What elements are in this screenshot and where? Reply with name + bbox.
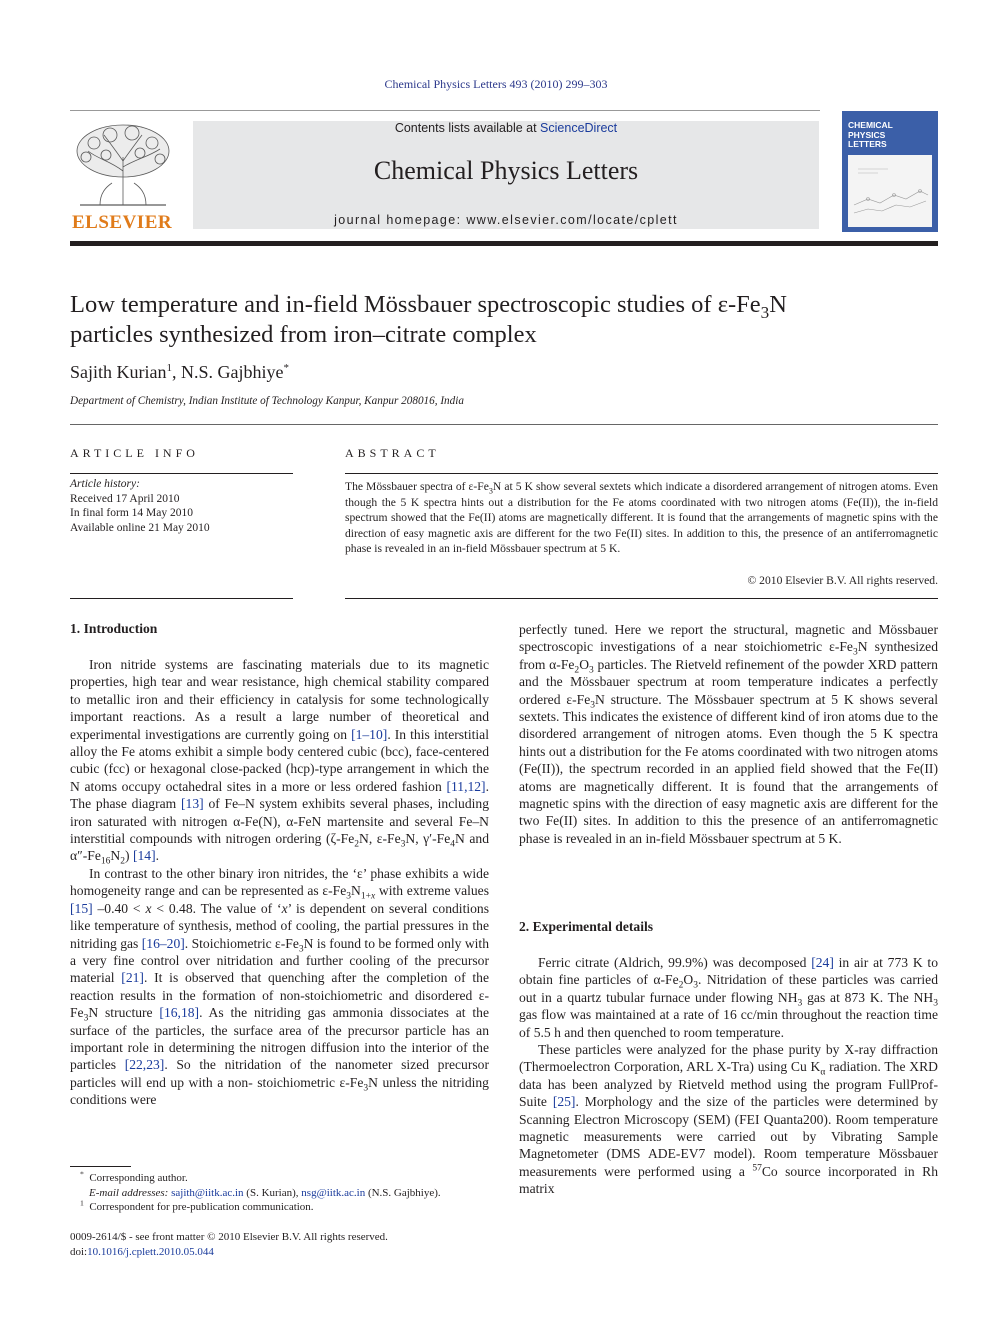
- doi-line: doi:10.1016/j.cplett.2010.05.044: [70, 1245, 214, 1258]
- header-rule: [70, 110, 820, 111]
- intro-paragraph-2: In contrast to the other binary iron nitrides, the ‘ε’ phase exhibits a wide homogeneity range and can be represented as $\varepsilon-Fe_3N_{1+x}$ with extreme values [15] –0.40 < x < 0.48. The value of ‘x’ is dependent on several conditions like temperature of synthesis, method of cooling, the partial pressures in the nitriding gas [16–20]. Stoichiometric $\varepsilon-Fe_3N$ is found to be formed only with a very fine control over nitridation and further cooling of the precursor material [21]. It is observed that quenching after the completion of the reaction results in the formation of non-stoichiometric and disordered $\varepsilon-Fe_3N$ structure [16,18]. As the nitriding gas ammonia dissociates at the surface of the particles, the surface area of the precursor particle has an important role in determining the nitrogen diffusion into the interior of the particles [22,23]. So the nitridation of the nanometer sized precursor particles will end up with a non- stoichiometric $\varepsilon-Fe_3N$ unless the nitriding conditions were: [70, 865, 490, 1108]
- abstract-heading: ABSTRACT: [345, 446, 440, 460]
- title-line-2: particles synthesized from iron–citrate complex: [70, 321, 537, 348]
- email-link-gajbhiye[interactable]: nsg@iitk.ac.in: [301, 1186, 366, 1199]
- experimental-heading: 2. Experimental details: [519, 919, 654, 934]
- elsevier-wordmark: ELSEVIER: [72, 212, 173, 233]
- header-thick-rule: [70, 241, 938, 246]
- elsevier-tree-icon: [70, 121, 176, 209]
- article-title: [70, 290, 930, 350]
- contents-line: [193, 121, 819, 135]
- online-date: Available online 21 May 2010: [70, 522, 210, 535]
- citation-link[interactable]: [25]: [552, 1094, 576, 1110]
- title-line-1: Low temperature and in-field Mössbauer spectroscopic studies of $\varepsilon-Fe_3N$: [70, 291, 787, 322]
- sciencedirect-link[interactable]: ScienceDirect: [540, 121, 618, 135]
- author-list: Sajith Kurian$^1$, N.S. Gajbhiye*: [70, 362, 289, 382]
- corresponding-mark[interactable]: *: [283, 362, 289, 374]
- citation-link[interactable]: [14]: [132, 848, 156, 864]
- intro-paragraph-3: perfectly tuned. Here we report the structural, magnetic and Mössbauer spectroscopic investigations of a near stoichiometric $\varepsilon-Fe_3N$ synthesized from $\alpha-Fe_2O_3$ particles. The Rietveld refinement of the powder XRD pattern and the Mössbauer spectrum at room temperature indicates a perfectly ordered $\varepsilon-Fe_3N$ structure. The Mössbauer spectrum at 5 K shows several sextets. This indicates the existence of different kind of iron atoms due to the disordered arrangement of nitrogen atoms. Even though the 5 K spectra hints out a distribution for the Fe atoms coordinated with two nitrogen atoms (Fe(II)), the spectrum recorded in an applied field showed that the Fe(II) atoms are magnetically different. It is found that the arrangements of magnetic spins with the direction of easy magnetic axis are different for the two Fe(II) sites. In addition to this the presence of an antiferromagnetic phase is revealed in an in-field Mössbauer spectrum at 5 K.: [519, 622, 938, 846]
- citation-link[interactable]: [16–20]: [141, 935, 185, 951]
- abstract-bottom-rule: [345, 598, 938, 599]
- cover-title: CHEMICAL PHYSICS LETTERS: [848, 120, 893, 149]
- article-info-rule: [70, 473, 293, 474]
- author-footnote-mark[interactable]: 1: [166, 362, 172, 374]
- article-info-bottom-rule: [70, 598, 293, 599]
- abstract-rule: [345, 473, 938, 474]
- pre-publication-footnote: $^1$ Correspondent for pre-publication communication.: [80, 1198, 314, 1214]
- citation-link[interactable]: [16,18]: [159, 1005, 200, 1021]
- contents-prefix: Contents lists available at: [394, 121, 541, 135]
- journal-cover-thumbnail[interactable]: [842, 111, 938, 232]
- experimental-text: [519, 954, 938, 1198]
- cover-image: [848, 155, 932, 227]
- history-label: Article history:: [70, 478, 140, 490]
- received-date: Received 17 April 2010: [70, 492, 180, 505]
- affiliation: Department of Chemistry, Indian Institute of Technology Kanpur, Kanpur 208016, India: [70, 395, 464, 407]
- journal-title: Chemical Physics Letters: [373, 156, 639, 185]
- elsevier-logo[interactable]: [70, 121, 176, 233]
- citation-link[interactable]: [1–10]: [351, 726, 388, 742]
- introduction-text-continued: [519, 621, 938, 847]
- citation-link[interactable]: [21]: [121, 970, 144, 986]
- abstract-body: The Mössbauer spectra of $\varepsilon-Fe_3N$ at 5 K show several sextets which indicate a disordered arrangement of nitrogen atoms. Even though the 5 K spectra hints out a distribution for the Fe atoms coordinated with two nitrogen atoms (Fe(II)), the in-field spectrum showed that the Fe(II) atoms are magnetically different. It is found that the arrangements of magnetic spins with the direction of easy magnetic axis are different for the two Fe(II) sites. In addition to this, the presence of an antiferromagnetic phase is revealed in an in-field Mössbauer spectrum at 5 K.: [345, 480, 938, 556]
- page-footer: [70, 1230, 490, 1259]
- citation-link[interactable]: [15]: [70, 900, 93, 916]
- citation-link[interactable]: [24]: [811, 955, 834, 970]
- title-divider: [70, 424, 938, 425]
- footnotes: [70, 1171, 489, 1215]
- issn-line: 0009-2614/$ - see front matter © 2010 Elsevier B.V. All rights reserved.: [70, 1231, 388, 1243]
- doi-link[interactable]: 10.1016/j.cplett.2010.05.044: [87, 1245, 214, 1258]
- article-history: [70, 477, 293, 536]
- cover-figure-icon: [848, 155, 932, 227]
- citation-link[interactable]: [11,12]: [446, 778, 486, 794]
- author-kurian[interactable]: Sajith Kurian: [70, 362, 167, 382]
- exp-paragraph-2: These particles were analyzed for the phase purity by X-ray diffraction (Thermoelectron Corporation, ARL X-Tra) using Cu $K_\alpha$ radiation. The XRD data has been analyzed by Rietveld method using the program FullProf-Suite [25]. Morphology and the size of the particles were determined by Scanning Electron Microscopy (SEM) (FEI Quanta200). Room temperature magnetic measurements were carried out by Vibrating Sample Magnetometer (DMS ADE-EV7 model). Room temperature Mössbauer measurements were performed using a $^{57}$Co source incorporated in Rh matrix: [519, 1042, 938, 1197]
- corresponding-footnote: * Corresponding author.: [80, 1169, 188, 1184]
- footnote-rule: [70, 1166, 131, 1167]
- introduction-text: [70, 656, 489, 1109]
- author-gajbhiye[interactable]: N.S. Gajbhiye: [181, 362, 284, 382]
- intro-paragraph-1: Iron nitride systems are fascinating materials due to its magnetic properties, high tear and wear resistance, high chemical stability compared to metallic iron and their efficiency in catalysis for some technologically important reactions. As a result a large number of theoretical and experimental investigations are currently going on [1–10]. In this interstitial alloy the Fe atoms exhibit a simple body centered cubic (bcc), face-centered cubic (fcc) or hexagonal close-packed (hcp)-type arrangement in which the N atoms occupy octahedral sites in a more or less ordered fashion [11,12]. The phase diagram [13] of Fe–N system exhibits several phases, including iron saturated with nitrogen α-Fe(N), α-FeN martensite and several Fe–N interstitial compounds with nitrogen ordering ($\zeta-Fe_2N$, $\varepsilon-Fe_3N$, $\gamma'-Fe_4N$ and $\alpha''-Fe_{16}N_2$) [14].: [70, 657, 490, 868]
- copyright-notice: © 2010 Elsevier B.V. All rights reserved.: [747, 574, 938, 587]
- citation-link[interactable]: [13]: [181, 796, 204, 812]
- journal-reference[interactable]: Chemical Physics Letters 493 (2010) 299–303: [384, 77, 608, 91]
- introduction-heading: 1. Introduction: [70, 621, 158, 636]
- email-link-kurian[interactable]: sajith@iitk.ac.in: [171, 1186, 244, 1199]
- article-info-heading: ARTICLE INFO: [70, 446, 199, 460]
- journal-homepage[interactable]: journal homepage: www.elsevier.com/locate/cplett: [334, 213, 678, 227]
- final-form-date: In final form 14 May 2010: [70, 507, 193, 520]
- exp-paragraph-1: Ferric citrate (Aldrich, 99.9%) was decomposed [24] in air at 773 K to obtain fine particles of $\alpha-Fe_2O_3$. Nitridation of these particles was carried out in a quartz tubular furnace under flowing $NH_3$ gas at 873 K. The $NH_3$ gas flow was maintained at a rate of 16 cc/min throughout the reaction time of 5.5 h and then quenched to room temperature.: [519, 955, 938, 1040]
- citation-link[interactable]: [22,23]: [124, 1057, 165, 1073]
- email-footnote: E-mail addresses: sajith@iitk.ac.in (S. Kurian), nsg@iitk.ac.in (N.S. Gajbhiye).: [89, 1186, 441, 1199]
